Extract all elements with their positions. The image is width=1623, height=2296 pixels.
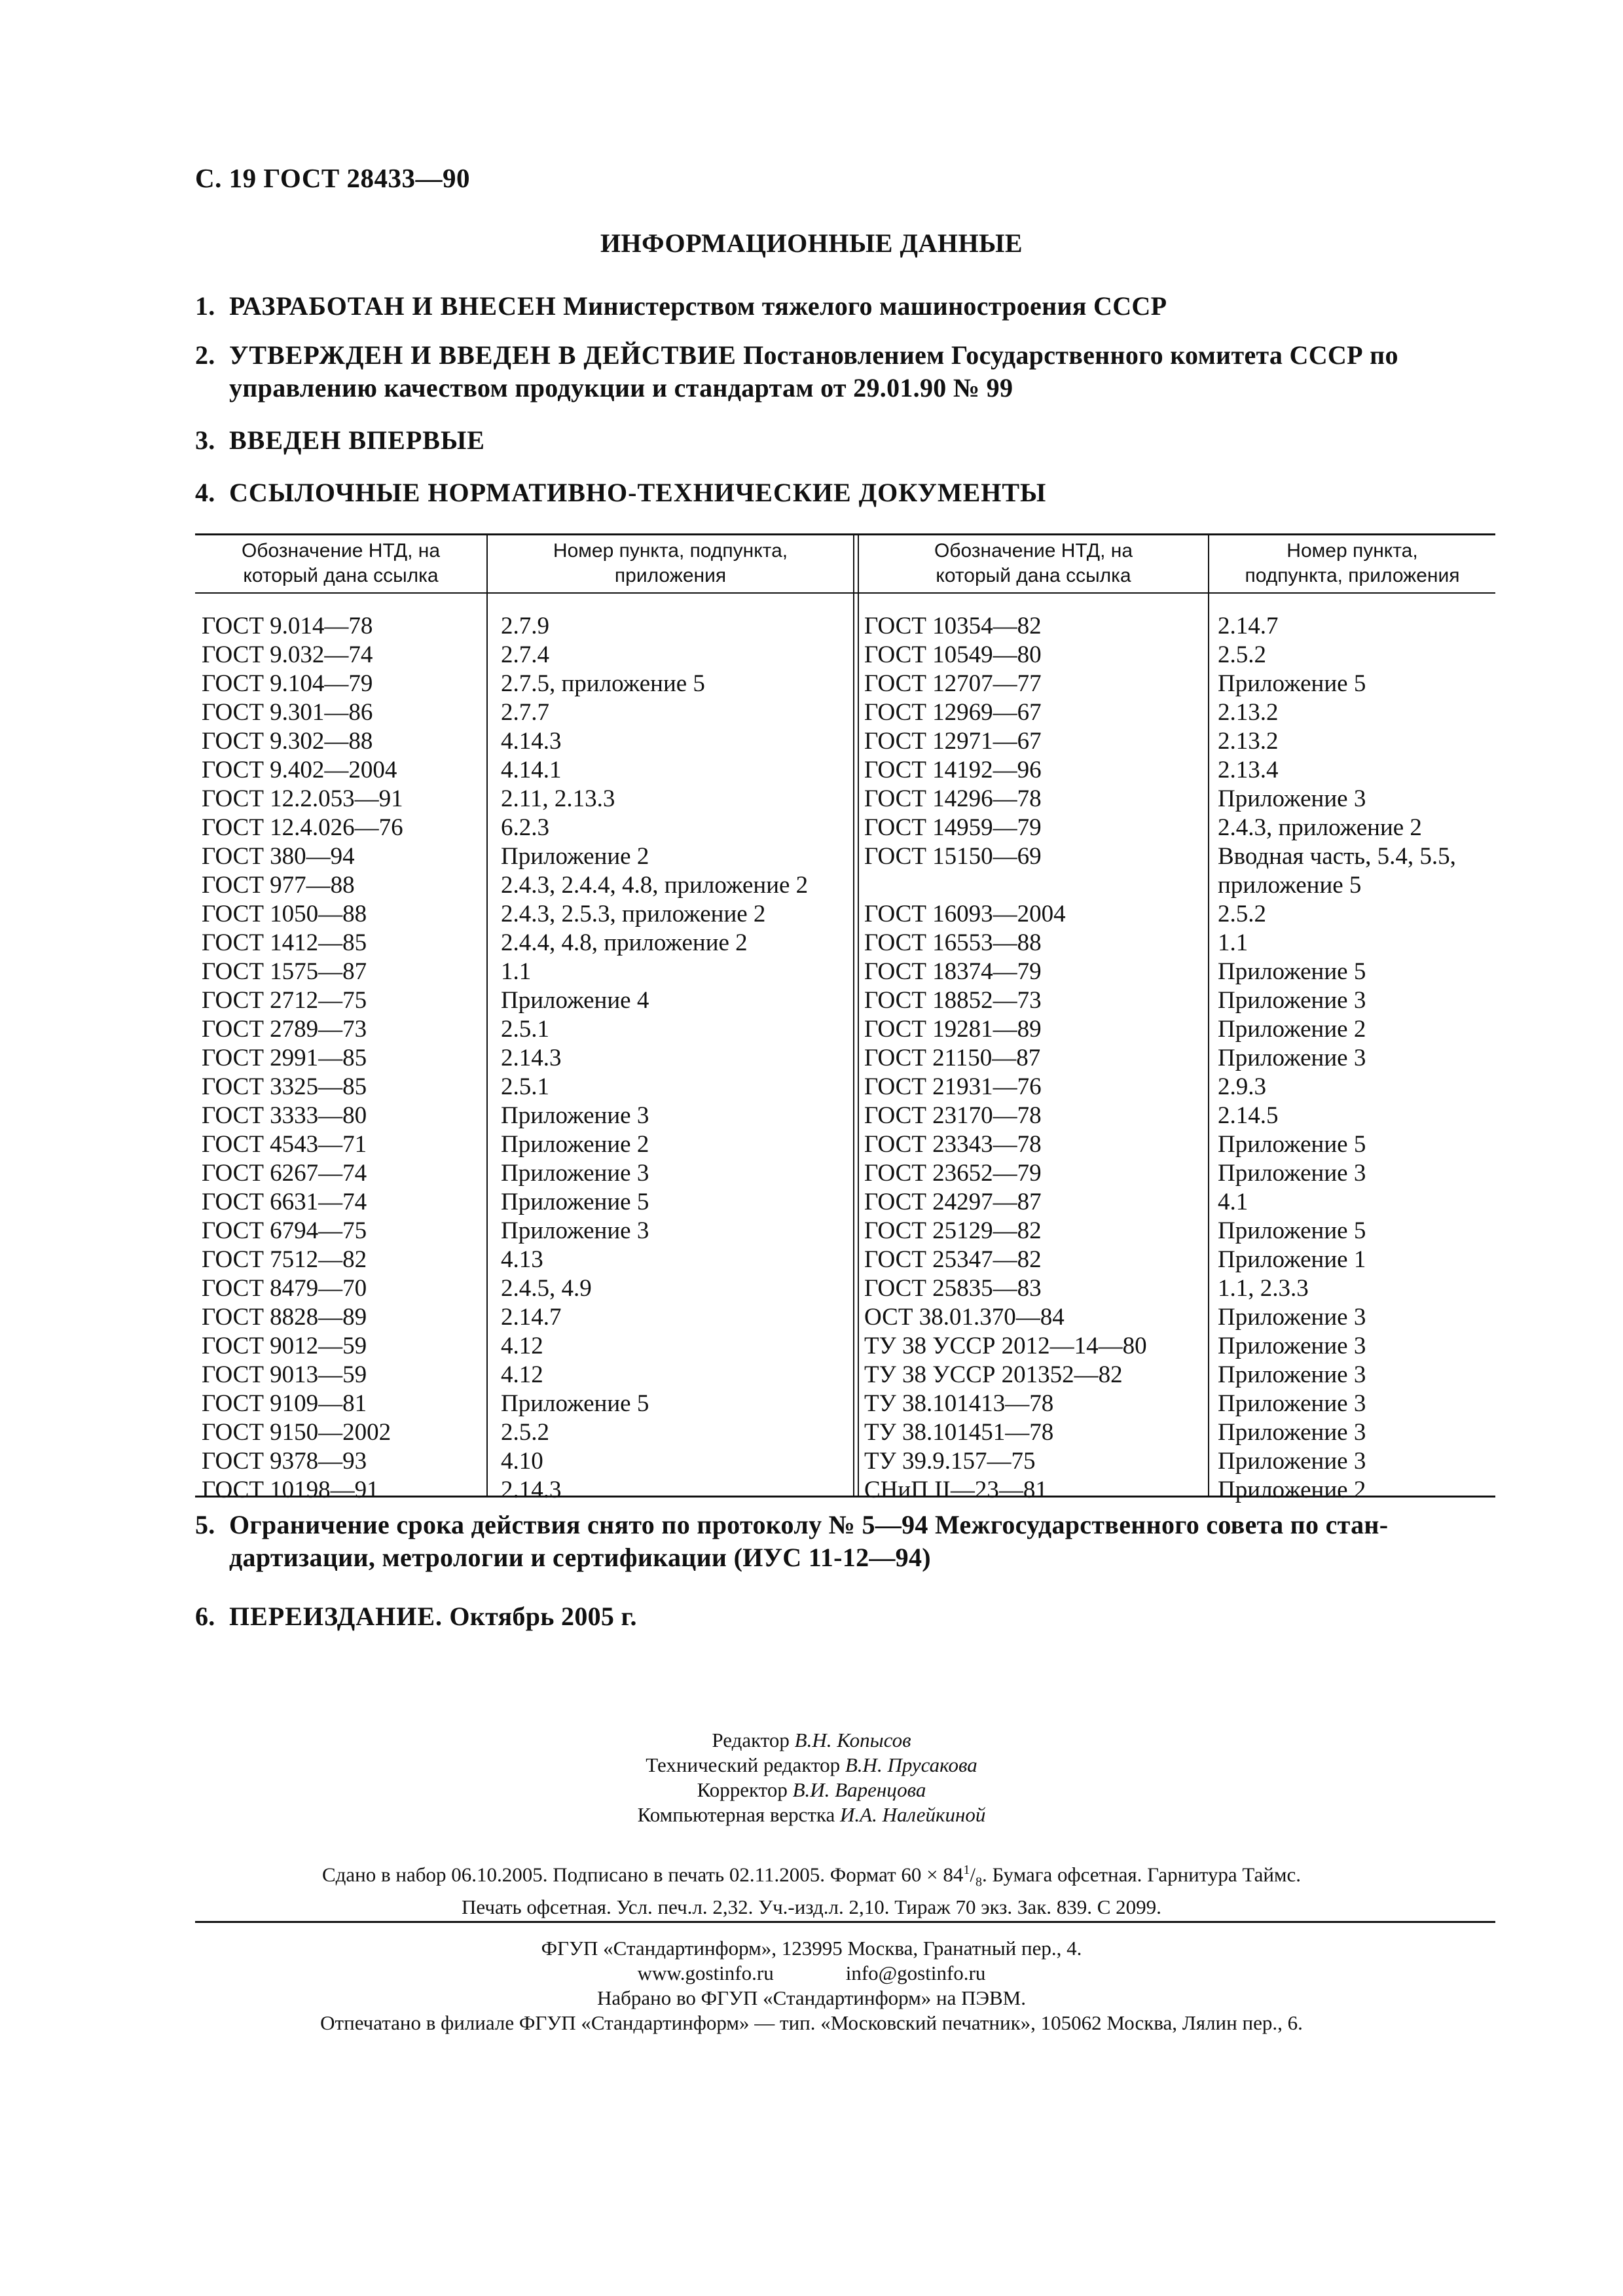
table-cell: ГОСТ 1050—88 <box>202 901 367 927</box>
table-cell: ГОСТ 8479—70 <box>202 1275 367 1302</box>
table-cell: ОСТ 38.01.370—84 <box>864 1304 1065 1331</box>
table-cell: ГОСТ 21150—87 <box>864 1045 1041 1071</box>
credit-line <box>0 1803 1623 1827</box>
email-link[interactable]: info@gostinfo.ru <box>845 1962 986 1984</box>
table-cell: ГОСТ 10354—82 <box>864 613 1042 639</box>
table-cell: ГОСТ 1412—85 <box>202 929 367 956</box>
table-cell: ГОСТ 16553—88 <box>864 929 1042 956</box>
publisher-line-3: Набрано во ФГУП «Стандартинформ» на ПЭВМ. <box>596 1986 1026 2009</box>
table-cell: Приложение 2 <box>1218 1477 1366 1503</box>
table-cell: ГОСТ 2712—75 <box>202 987 367 1014</box>
table-cell: ГОСТ 24297—87 <box>864 1189 1042 1215</box>
credit-line <box>0 1728 1623 1753</box>
table-cell: Приложение 3 <box>501 1160 649 1187</box>
table-cell: ГОСТ 14296—78 <box>864 785 1042 812</box>
table-cell: Приложение 5 <box>501 1189 649 1215</box>
table-cell: ГОСТ 3333—80 <box>202 1102 367 1129</box>
table-cell: Приложение 5 <box>1218 958 1366 985</box>
table-column-clause-right <box>1218 612 1456 1505</box>
table-column-designation-left <box>202 612 403 1505</box>
table-cell: ГОСТ 7512—82 <box>202 1246 367 1273</box>
table-cell: СНиП II—23—81 <box>864 1477 1048 1503</box>
item-text: Постановлением Государственного комитета СССР по <box>736 340 1398 370</box>
item-caps: УТВЕРЖДЕН И ВВЕДЕН В ДЕЙСТВИЕ <box>229 340 737 370</box>
imprint-text: Сдано в набор 06.10.2005. Подписано в печать 02.11.2005. Формат 60 × 84 <box>321 1863 964 1886</box>
table-cell: Приложение 3 <box>1218 1419 1366 1446</box>
table-cell: 2.14.7 <box>1218 613 1279 639</box>
table-cell: 2.4.3, приложение 2 <box>1218 814 1422 841</box>
table-cell: 2.7.4 <box>501 641 549 668</box>
table-cell: ГОСТ 9109—81 <box>202 1390 367 1417</box>
table-cell: ГОСТ 14959—79 <box>864 814 1042 841</box>
reference-table <box>195 533 1495 1503</box>
table-cell: 1.1 <box>501 958 532 985</box>
table-cell: 4.12 <box>501 1333 543 1359</box>
item-caps: ВВЕДЕН ВПЕРВЫЕ <box>229 425 485 455</box>
table-cell: Приложение 3 <box>1218 987 1366 1014</box>
table-cell: Приложение 3 <box>1218 1448 1366 1475</box>
table-cell: ГОСТ 18852—73 <box>864 987 1042 1014</box>
table-cell <box>864 871 1147 900</box>
header-line: который дана ссылка <box>936 565 1131 586</box>
credit-role: Компьютерная верстка <box>637 1803 841 1826</box>
table-cell: 2.13.2 <box>1218 728 1279 755</box>
table-cell: ГОСТ 25835—83 <box>864 1275 1042 1302</box>
table-cell: 2.14.7 <box>501 1304 562 1331</box>
table-cell: Приложение 3 <box>1218 785 1366 812</box>
table-cell: ГОСТ 23343—78 <box>864 1131 1042 1158</box>
item-text: Ограничение срока действия снято по протоколу № 5—94 Межгосударственного совета по стан- <box>229 1510 1389 1539</box>
table-cell: ГОСТ 16093—2004 <box>864 901 1066 927</box>
credit-line <box>0 1753 1623 1778</box>
table-cell: 4.14.1 <box>501 757 562 783</box>
item-number: 5. <box>195 1510 215 1539</box>
table-cell: ТУ 38 УССР 201352—82 <box>864 1361 1123 1388</box>
table-cell: Приложение 4 <box>501 987 649 1014</box>
table-cell: 4.10 <box>501 1448 543 1475</box>
table-cell: ГОСТ 12969—67 <box>864 699 1042 726</box>
table-header-col4 <box>1209 539 1495 588</box>
table-cell: Приложение 5 <box>1218 1217 1366 1244</box>
credit-name: В.Н. Копысов <box>794 1729 911 1751</box>
table-cell: ГОСТ 12971—67 <box>864 728 1042 755</box>
table-cell: ГОСТ 9.402—2004 <box>202 757 397 783</box>
table-cell: ГОСТ 12.2.053—91 <box>202 785 403 812</box>
credit-role: Корректор <box>697 1778 793 1801</box>
credit-role: Редактор <box>712 1729 795 1751</box>
publisher-line-1: ФГУП «Стандартинформ», 123995 Москва, Гранатный пер., 4. <box>541 1937 1082 1960</box>
table-cell: 4.12 <box>501 1361 543 1388</box>
table-cell: ГОСТ 9.014—78 <box>202 613 373 639</box>
imprint-line-1: Сдано в набор 06.10.2005. Подписано в печать 02.11.2005. Формат $60 \times 84^1/_8$. Бумага офсетная. Гарнитура Таймс. <box>321 1863 1302 1890</box>
table-cell: ГОСТ 12707—77 <box>864 670 1042 697</box>
item-caps: РАЗРАБОТАН И ВНЕСЕН <box>229 291 556 321</box>
table-cell: ГОСТ 23652—79 <box>864 1160 1042 1187</box>
table-cell: 2.4.3, 2.5.3, приложение 2 <box>501 901 766 927</box>
header-line: приложения <box>614 565 727 586</box>
table-cell: ГОСТ 14192—96 <box>864 757 1042 783</box>
table-cell: 4.13 <box>501 1246 543 1273</box>
item-5 <box>195 1509 1389 1541</box>
item-number: 1. <box>195 291 215 321</box>
table-cell: ГОСТ 19281—89 <box>864 1016 1042 1043</box>
item-5-line2: дартизации, метрологии и сертификации (ИУС 11-12—94) <box>229 1543 931 1572</box>
table-cell: ТУ 39.9.157—75 <box>864 1448 1036 1475</box>
table-cell: 2.4.5, 4.9 <box>501 1275 592 1302</box>
item-3 <box>195 424 485 457</box>
item-caps: ПЕРЕИЗДАНИЕ. <box>229 1602 443 1631</box>
table-column-clause-left <box>501 612 808 1505</box>
table-cell: 2.7.7 <box>501 699 549 726</box>
table-header-col1 <box>195 539 486 588</box>
table-cell: Приложение 5 <box>1218 1131 1366 1158</box>
table-cell: ГОСТ 9.301—86 <box>202 699 373 726</box>
table-cell: ГОСТ 6631—74 <box>202 1189 367 1215</box>
table-cell: Приложение 2 <box>1218 1016 1366 1043</box>
table-cell: 2.5.1 <box>501 1073 549 1100</box>
table-cell: Вводная часть, 5.4, 5.5, <box>1218 843 1456 870</box>
item-number: 2. <box>195 340 215 370</box>
item-6 <box>195 1600 637 1633</box>
header-line: Номер пункта, <box>1286 540 1418 562</box>
running-head: С. 19 ГОСТ 28433—90 <box>195 163 471 193</box>
table-header-rule <box>195 592 1495 594</box>
table-cell: 4.1 <box>1218 1189 1249 1215</box>
table-cell: 6.2.3 <box>501 814 549 841</box>
table-cell: 1.1, 2.3.3 <box>1218 1275 1309 1302</box>
table-cell: 2.14.3 <box>501 1477 562 1503</box>
table-cell: ГОСТ 1575—87 <box>202 958 367 985</box>
table-cell: Приложение 3 <box>501 1217 649 1244</box>
imprint-line-2: Печать офсетная. Усл. печ.л. 2,32. Уч.-изд.л. 2,10. Тираж 70 экз. Зак. 839. С 2099. <box>462 1895 1161 1918</box>
table-cell: 2.5.1 <box>501 1016 549 1043</box>
credit-name: В.И. Варенцова <box>792 1778 926 1801</box>
credit-name: И.А. Налейкиной <box>840 1803 986 1826</box>
table-cell: ТУ 38.101451—78 <box>864 1419 1054 1446</box>
table-header-col3 <box>859 539 1208 588</box>
column-divider-double-b <box>858 533 859 1498</box>
table-cell: ГОСТ 15150—69 <box>864 843 1042 870</box>
table-cell: ГОСТ 10198—91 <box>202 1477 379 1503</box>
item-4 <box>195 476 1047 509</box>
table-cell: ГОСТ 9013—59 <box>202 1361 367 1388</box>
table-cell: ГОСТ 6267—74 <box>202 1160 367 1187</box>
table-cell: Приложение 3 <box>1218 1160 1366 1187</box>
table-cell: 2.9.3 <box>1218 1073 1266 1100</box>
table-cell: 2.5.2 <box>1218 641 1266 668</box>
table-cell: 2.11, 2.13.3 <box>501 785 615 812</box>
publisher-line-4: Отпечатано в филиале ФГУП «Стандартинформ» — тип. «Московский печатник», 105062 Москва, Лялин пер., 6. <box>320 2011 1303 2034</box>
table-cell: Приложение 3 <box>1218 1304 1366 1331</box>
table-cell: Приложение 3 <box>1218 1333 1366 1359</box>
item-number: 6. <box>195 1602 215 1631</box>
header-line: Номер пункта, подпункта, <box>553 540 788 562</box>
table-cell: 2.14.5 <box>1218 1102 1279 1129</box>
table-cell: ГОСТ 2789—73 <box>202 1016 367 1043</box>
table-cell: ГОСТ 21931—76 <box>864 1073 1042 1100</box>
format-superscript: 1 <box>963 1863 970 1877</box>
publisher-contacts <box>0 1961 1623 1986</box>
table-cell: Приложение 1 <box>1218 1246 1366 1273</box>
header-line: который дана ссылка <box>243 565 439 586</box>
credit-role: Технический редактор <box>646 1753 845 1776</box>
item-number: 4. <box>195 478 215 507</box>
table-cell: 4.14.3 <box>501 728 562 755</box>
credit-name: В.Н. Прусакова <box>845 1753 977 1776</box>
table-cell: 2.4.3, 2.4.4, 4.8, приложение 2 <box>501 872 809 899</box>
header-line: подпункта, приложения <box>1245 565 1460 586</box>
table-column-designation-right <box>864 612 1147 1505</box>
item-2-line2: управлению качеством продукции и стандартам от 29.01.90 № 99 <box>229 373 1013 403</box>
table-cell: ГОСТ 6794—75 <box>202 1217 367 1244</box>
table-cell: ГОСТ 9.032—74 <box>202 641 373 668</box>
header-line: Обозначение НТД, на <box>934 540 1133 562</box>
table-cell: Приложение 3 <box>1218 1390 1366 1417</box>
table-cell: 2.7.9 <box>501 613 549 639</box>
item-caps: ССЫЛОЧНЫЕ НОРМАТИВНО-ТЕХНИЧЕСКИЕ ДОКУМЕНТЫ <box>229 478 1047 507</box>
table-cell: ГОСТ 18374—79 <box>864 958 1042 985</box>
table-cell: Приложение 2 <box>501 1131 649 1158</box>
table-cell: 2.5.2 <box>1218 901 1266 927</box>
page-title: ИНФОРМАЦИОННЫЕ ДАННЫЕ <box>600 228 1023 258</box>
table-cell: 2.4.4, 4.8, приложение 2 <box>501 929 748 956</box>
table-cell: ГОСТ 9378—93 <box>202 1448 367 1475</box>
table-cell: 2.13.4 <box>1218 757 1279 783</box>
footer-rule <box>195 1921 1495 1923</box>
table-cell: ГОСТ 2991—85 <box>202 1045 367 1071</box>
credits-block <box>0 1728 1623 1827</box>
imprint-block <box>0 1857 1623 1920</box>
table-cell: Приложение 3 <box>1218 1045 1366 1071</box>
table-cell: 1.1 <box>1218 929 1249 956</box>
table-cell: ГОСТ 23170—78 <box>864 1102 1042 1129</box>
table-cell: ГОСТ 9.302—88 <box>202 728 373 755</box>
column-divider <box>486 533 488 1498</box>
table-cell: ГОСТ 25347—82 <box>864 1246 1042 1273</box>
table-cell: ГОСТ 380—94 <box>202 843 355 870</box>
table-cell: Приложение 5 <box>1218 670 1366 697</box>
table-cell: ГОСТ 25129—82 <box>864 1217 1042 1244</box>
table-cell: ГОСТ 9150—2002 <box>202 1419 392 1446</box>
table-cell: ГОСТ 3325—85 <box>202 1073 367 1100</box>
table-cell: ГОСТ 12.4.026—76 <box>202 814 403 841</box>
table-cell: Приложение 3 <box>501 1102 649 1129</box>
table-cell: 2.7.5, приложение 5 <box>501 670 705 697</box>
table-top-rule <box>195 533 1495 535</box>
table-header-col2 <box>488 539 853 588</box>
column-divider <box>1208 533 1209 1498</box>
item-text: Октябрь 2005 г. <box>443 1602 637 1631</box>
imprint-text: . Бумага офсетная. Гарнитура Таймс. <box>982 1863 1302 1886</box>
table-cell: Приложение 5 <box>501 1390 649 1417</box>
website-link[interactable]: www.gostinfo.ru <box>637 1962 774 1984</box>
credit-line <box>0 1778 1623 1803</box>
table-cell: ГОСТ 8828—89 <box>202 1304 367 1331</box>
table-cell: 2.5.2 <box>501 1419 549 1446</box>
publisher-block <box>0 1936 1623 2036</box>
item-number: 3. <box>195 425 215 455</box>
format-subscript: 8 <box>976 1874 983 1890</box>
table-cell: ГОСТ 9.104—79 <box>202 670 373 697</box>
table-cell: ТУ 38 УССР 2012—14—80 <box>864 1333 1147 1359</box>
item-1 <box>195 290 1167 323</box>
table-cell: ГОСТ 4543—71 <box>202 1131 367 1158</box>
table-cell: Приложение 2 <box>501 843 649 870</box>
column-divider-double-a <box>853 533 854 1498</box>
table-cell: ГОСТ 977—88 <box>202 872 355 899</box>
table-cell: ТУ 38.101413—78 <box>864 1390 1054 1417</box>
table-cell: ГОСТ 10549—80 <box>864 641 1042 668</box>
header-line: Обозначение НТД, на <box>241 540 441 562</box>
item-text: Министерством тяжелого машиностроения СССР <box>556 291 1167 321</box>
item-2 <box>195 339 1398 372</box>
table-cell: 2.14.3 <box>501 1045 562 1071</box>
table-cell: Приложение 3 <box>1218 1361 1366 1388</box>
table-cell: приложение 5 <box>1218 872 1362 899</box>
table-cell: 2.13.2 <box>1218 699 1279 726</box>
table-cell: ГОСТ 9012—59 <box>202 1333 367 1359</box>
